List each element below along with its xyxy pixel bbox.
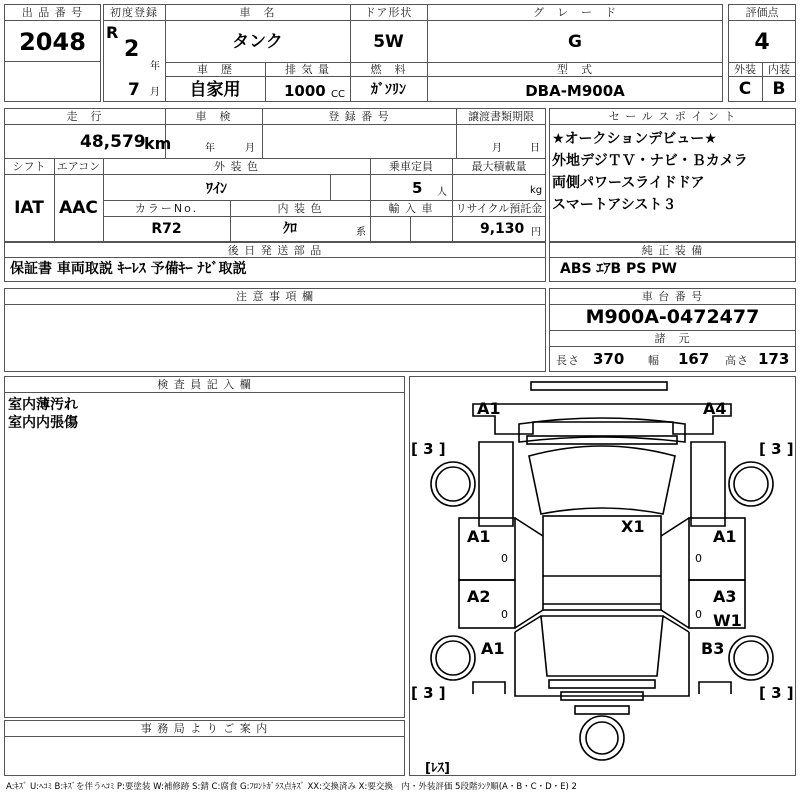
handle-mark-front-left: 0 <box>501 552 508 565</box>
windshield <box>529 446 675 514</box>
code-rear-door-right-2: W1 <box>713 611 742 630</box>
wheel-front-left-rim <box>436 467 470 501</box>
yen-unit: 円 <box>531 227 541 238</box>
cc-unit: CC <box>331 89 345 100</box>
km-unit: km <box>144 134 172 153</box>
later-parts: 保証書 車両取説 ｷｰﾚｽ 予備ｷｰ ﾅﾋﾞ取説 <box>10 261 247 277</box>
int-color: ｸﾛ <box>283 221 297 237</box>
lot-blank-box <box>4 61 101 102</box>
rear-spoiler <box>549 680 655 688</box>
code-rear-fender-right: B3 <box>701 639 725 658</box>
width-label: 幅 <box>648 354 660 367</box>
width-value: 167 <box>678 350 710 368</box>
code-front-left: A1 <box>477 399 501 418</box>
displacement: 1000 <box>284 82 326 100</box>
color-no-label: カラーNo. <box>134 202 199 215</box>
car-diagram <box>409 376 796 776</box>
reg-month: 7 <box>128 80 140 100</box>
score-value: 4 <box>754 30 770 55</box>
grade: G <box>568 32 582 52</box>
code-rear-fender-left: A1 <box>481 639 505 658</box>
front-right-fender <box>691 442 725 526</box>
model-code: DBA-M900A <box>525 82 625 100</box>
selling-points-label: セ ー ル ス ポ イ ン ト <box>608 110 737 123</box>
color-no: R72 <box>151 221 182 237</box>
height-value: 173 <box>758 350 790 368</box>
mileage: 48,579 <box>80 132 146 152</box>
left-side-line <box>515 518 543 628</box>
bracket-spare: [ﾚｽ] <box>425 761 450 776</box>
rear-hatch <box>515 616 689 696</box>
notes-label: 注 意 事 項 欄 <box>236 290 314 303</box>
length-label: 長さ <box>556 354 580 367</box>
inspection-month-unit: 月 <box>245 143 255 154</box>
kg-unit: kg <box>530 185 543 196</box>
model-code-label: 型 式 <box>557 63 593 76</box>
legend: A:ｷｽﾞ U:ﾍｺﾐ B:ｷｽﾞを伴うﾍｺﾐ P:要塗装 W:補修跡 S:錆 C:腐食 G:ﾌﾛﾝﾄｶﾞﾗｽ点ｷｽﾞ XX:交換済み X:要交換 内・外装評価 5段階ﾗﾝｸ順(A・B・C・D・E) 2 <box>6 782 577 792</box>
reg-year: 2 <box>124 37 140 62</box>
displacement-label: 排 気 量 <box>285 63 330 76</box>
code-rear-door-left: A2 <box>467 587 491 606</box>
recycle-label: リサイクル預託金 <box>455 202 543 215</box>
later-parts-label: 後 日 発 送 部 品 <box>227 244 323 257</box>
capacity-label: 乗車定員 <box>389 160 433 173</box>
car-name-label: 車 名 <box>239 6 276 19</box>
handle-mark-rear-right: 0 <box>695 608 702 621</box>
exterior-label: 外装 <box>734 63 756 76</box>
genuine-equipment: ABS ｴｱB PS PW <box>560 261 677 277</box>
code-front-right: A4 <box>703 399 727 418</box>
exterior-grade: C <box>738 79 752 99</box>
kei-unit: 系 <box>356 227 366 238</box>
code-rear-door-right: A3 <box>713 587 737 606</box>
door-type: 5W <box>373 32 404 52</box>
selling-point: スマートアシスト３ <box>552 197 677 213</box>
selling-point: ★オークションデビュー★ <box>552 131 717 147</box>
right-side-line <box>661 518 689 628</box>
inspector-label: 検 査 員 記 入 欄 <box>157 378 252 391</box>
shift-type: IAT <box>14 198 44 218</box>
bracket-front-right: [ 3 ] <box>759 440 794 458</box>
inspector-notes <box>8 396 78 432</box>
selling-points-list <box>552 128 748 216</box>
dimensions-label: 諸 元 <box>654 332 691 345</box>
month-unit: 月 <box>150 87 160 98</box>
score-label: 評価点 <box>745 6 779 19</box>
genuine-equipment-label: 純 正 装 備 <box>641 244 704 257</box>
wheel-rear-right-rim <box>734 641 768 675</box>
code-front-door-left: A1 <box>467 527 491 546</box>
max-load-label: 最大積載量 <box>471 160 527 173</box>
inspection-label: 車 検 <box>195 110 232 123</box>
bracket-front-left: [ 3 ] <box>411 440 446 458</box>
chassis-no: M900A-0472477 <box>585 306 760 328</box>
ext-color: ﾜｲﾝ <box>206 181 227 197</box>
deadline-month-unit: 月 <box>492 143 502 154</box>
wheel-rear-left-rim <box>436 641 470 675</box>
rear-window <box>541 616 663 676</box>
ext-color-label: 外 装 色 <box>214 160 259 173</box>
grade-label: グ レ ー ド <box>533 6 617 19</box>
spare-tire-rim <box>586 722 618 754</box>
front-left-fender <box>479 442 513 526</box>
interior-grade: B <box>772 79 786 99</box>
aircon-label: エアコン <box>56 160 101 173</box>
shift-label: シフト <box>12 160 46 173</box>
chassis-no-label: 車 台 番 号 <box>641 290 704 303</box>
code-front-door-right: A1 <box>713 527 737 546</box>
wheel-front-right <box>729 462 773 506</box>
aircon-type: AAC <box>59 198 98 218</box>
inspector-note: 室内薄汚れ <box>8 397 78 413</box>
year-unit: 年 <box>150 61 160 72</box>
front-bumper-bar <box>531 382 667 390</box>
int-color-label: 内 装 色 <box>277 202 323 215</box>
car-name: タンク <box>232 32 283 52</box>
inspector-note: 室内内張傷 <box>8 415 78 431</box>
inspection-year-unit: 年 <box>205 143 215 154</box>
handle-mark-rear-left: 0 <box>501 608 508 621</box>
registration-label: 登 録 番 号 <box>328 110 390 123</box>
selling-point: 両側パワースライドドア <box>552 175 705 191</box>
wheel-front-left <box>431 462 475 506</box>
people-unit: 人 <box>437 187 447 198</box>
front-body-outline <box>473 404 731 434</box>
wheel-rear-right <box>729 636 773 680</box>
interior-label: 内装 <box>768 63 790 76</box>
fuel-type: ｶﾞｿﾘﾝ <box>371 82 406 98</box>
wheel-rear-left <box>431 636 475 680</box>
lot-number-label: 出 品 番 号 <box>21 6 84 19</box>
mileage-label: 走 行 <box>66 110 103 123</box>
first-reg-label: 初度登録 <box>110 6 158 19</box>
length-value: 370 <box>593 350 625 368</box>
fuel-label: 燃 料 <box>370 63 407 76</box>
import-label: 輸 入 車 <box>388 202 434 215</box>
era-letter: R <box>106 23 119 42</box>
deadline-day-unit: 日 <box>530 143 540 154</box>
door-label: ドア形状 <box>364 6 413 19</box>
bracket-rear-right: [ 3 ] <box>759 684 794 702</box>
code-roof: X1 <box>621 517 645 536</box>
lot-number: 2048 <box>19 28 86 56</box>
capacity: 5 <box>412 179 423 197</box>
recycle-fee: 9,130 <box>480 221 525 237</box>
transfer-deadline-label: 譲渡書類期限 <box>468 110 534 123</box>
rear-step <box>575 706 629 714</box>
history-label: 車 歴 <box>197 63 233 76</box>
height-label: 高さ <box>725 354 749 367</box>
handle-mark-front-right: 0 <box>695 552 702 565</box>
bracket-rear-left: [ 3 ] <box>411 684 446 702</box>
selling-point: 外地デジＴＶ・ナビ・Ｂカメラ <box>552 153 748 169</box>
wheel-front-right-rim <box>734 467 768 501</box>
vehicle-history: 自家用 <box>189 80 241 100</box>
office-label: 事 務 局 よ り ご 案 内 <box>140 722 269 735</box>
